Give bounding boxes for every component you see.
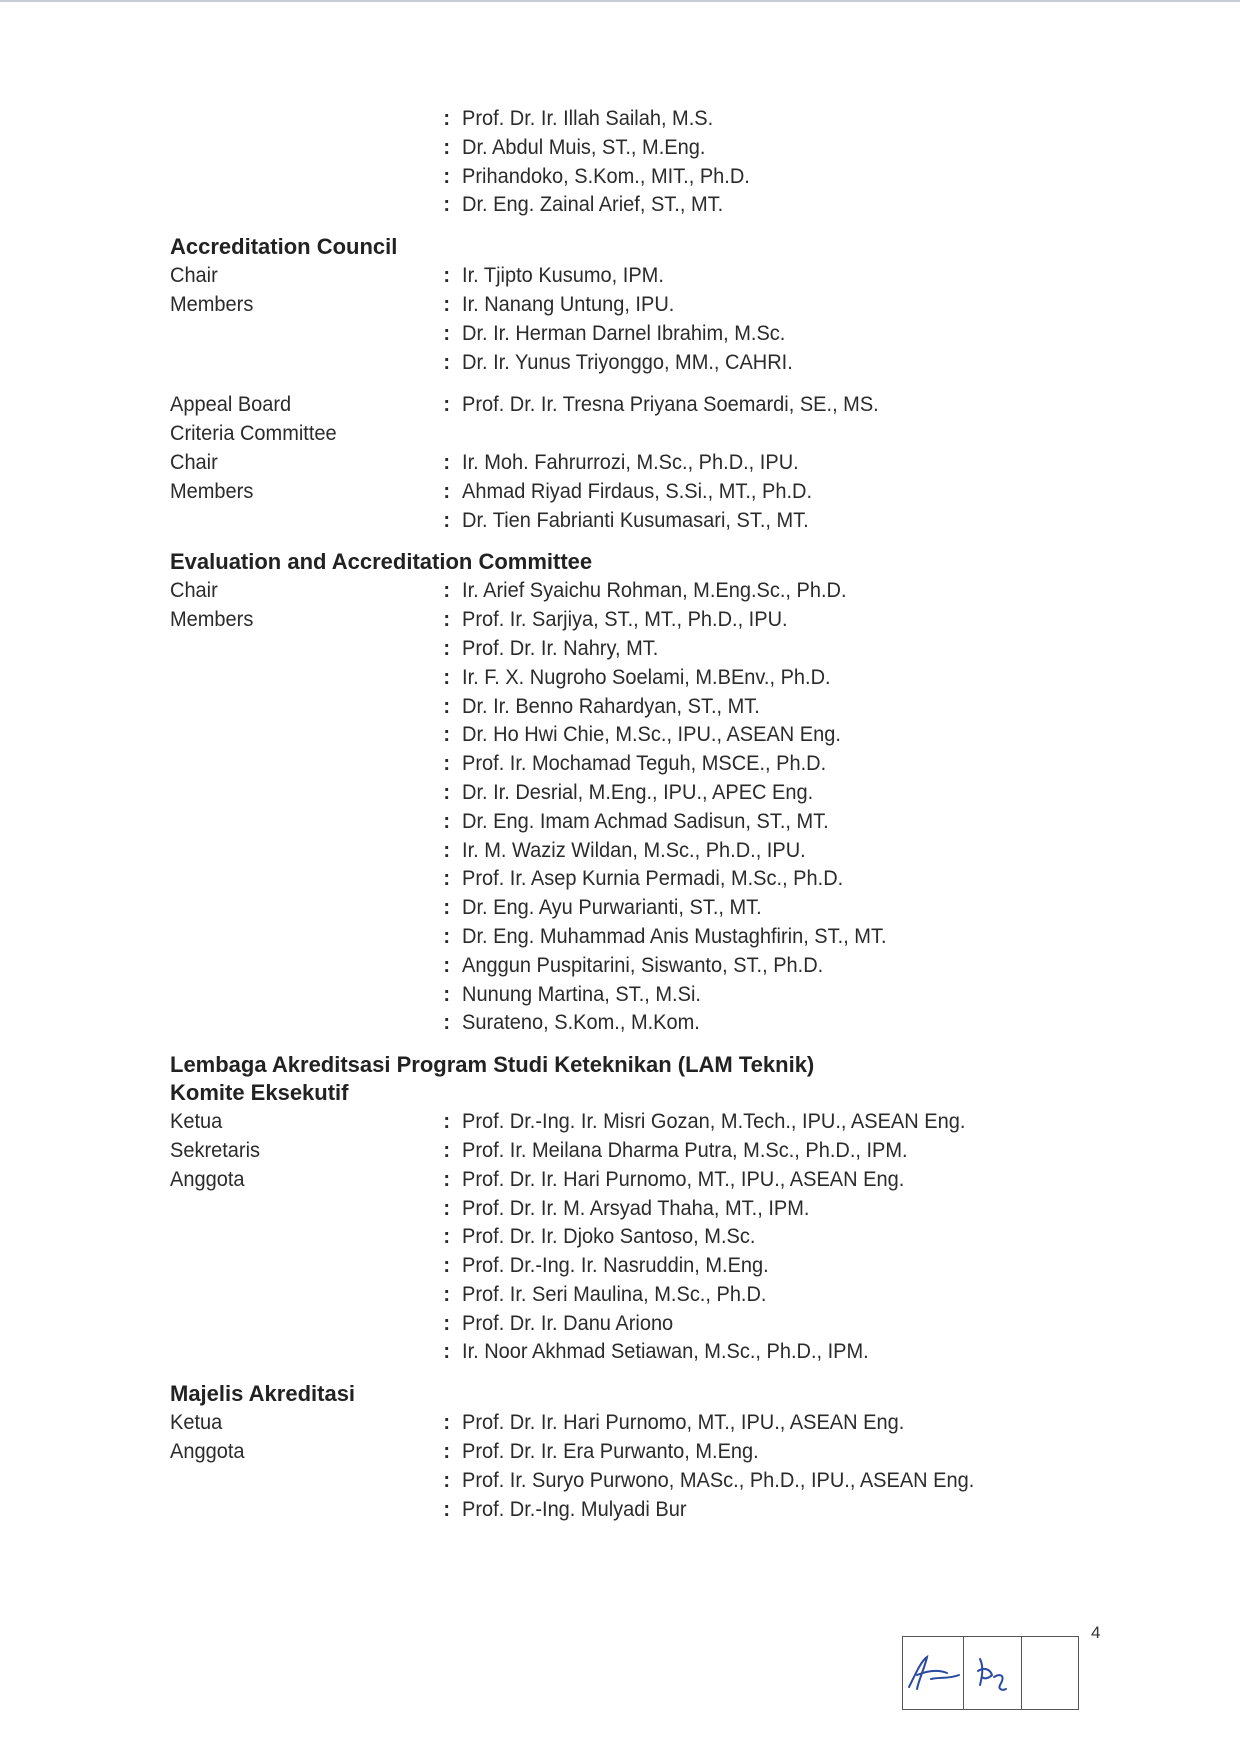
entry-person-name: Ir. Nanang Untung, IPU.: [462, 291, 675, 316]
entry-row: [170, 951, 1100, 980]
entry-colon: :: [443, 779, 451, 804]
entry-row: [170, 133, 1100, 162]
entry-role-label: [170, 663, 443, 692]
entry-person-name: Prof. Dr. Ir. Tresna Priyana Soemardi, SE., MS.: [462, 392, 879, 417]
entry-role-label: Sekretaris: [170, 1137, 261, 1162]
signature-scribble-icon: [903, 1649, 963, 1697]
entry-person-name: Dr. Eng. Zainal Arief, ST., MT.: [462, 192, 724, 217]
initial-signature-1: [903, 1637, 964, 1709]
entry-role-label: [170, 749, 443, 778]
entry-colon: :: [443, 1410, 451, 1435]
entry-colon: :: [443, 808, 451, 833]
entry-person-name: Dr. Ir. Yunus Triyonggo, MM., CAHRI.: [462, 349, 793, 374]
entry-role-label: [170, 506, 443, 535]
entry-person-name: Dr. Ho Hwi Chie, M.Sc., IPU., ASEAN Eng.: [462, 722, 841, 747]
entry-colon: :: [443, 1281, 451, 1306]
section-accreditation-council: [170, 233, 1170, 376]
entry-person-name: Ir. Moh. Fahrurrozi, M.Sc., Ph.D., IPU.: [462, 449, 799, 474]
entry-row: [170, 1408, 1100, 1437]
page-number: 4: [1091, 1623, 1101, 1642]
entry-row: [170, 1309, 1100, 1338]
entry-colon: :: [443, 693, 451, 718]
entry-row: [170, 1222, 1100, 1251]
entry-row: [170, 893, 1100, 922]
section-heading: Evaluation and Accreditation Committee: [170, 549, 593, 575]
entry-row: [170, 348, 1100, 377]
entry-colon: :: [443, 578, 451, 603]
initial-empty-cell: [1022, 1637, 1079, 1709]
entry-role-label: [170, 1309, 443, 1338]
entry-person-name: Dr. Ir. Desrial, M.Eng., IPU., APEC Eng.: [462, 779, 814, 804]
entry-colon: :: [443, 923, 451, 948]
entry-role-label: [170, 1251, 443, 1280]
entry-row: [170, 692, 1100, 721]
entry-colon: :: [443, 478, 451, 503]
entry-colon: :: [443, 635, 451, 660]
entry-role-label: [170, 190, 443, 219]
signature-scribble-icon: [970, 1649, 1014, 1697]
entry-role-label: Anggota: [170, 1439, 245, 1464]
entry-colon: :: [443, 866, 451, 891]
entry-colon: :: [443, 837, 451, 862]
entry-colon: :: [443, 263, 451, 288]
entry-person-name: Prof. Dr. Ir. Djoko Santoso, M.Sc.: [462, 1224, 756, 1249]
entry-row: [170, 1136, 1100, 1165]
entry-role-label: [170, 133, 443, 162]
entry-person-name: Prof. Ir. Suryo Purwono, MASc., Ph.D., IPU., ASEAN Eng.: [462, 1467, 975, 1492]
entry-row: [170, 1466, 1100, 1495]
entry-row: [170, 807, 1100, 836]
entry-colon: :: [443, 607, 451, 632]
section-appeal-criteria: [170, 390, 1170, 534]
document-body: [170, 104, 1170, 1537]
entry-person-name: Ir. F. X. Nugroho Soelami, M.BEnv., Ph.D.: [462, 664, 831, 689]
entry-row: [170, 419, 1100, 448]
entry-person-name: Dr. Ir. Benno Rahardyan, ST., MT.: [462, 693, 760, 718]
entry-row: [170, 104, 1100, 133]
entry-colon: :: [443, 1195, 451, 1220]
entry-person-name: Prof. Dr.-Ing. Mulyadi Bur: [462, 1496, 687, 1521]
entry-row: [170, 190, 1100, 219]
entry-colon: :: [443, 722, 451, 747]
entry-row: [170, 477, 1100, 506]
section-heading: Accreditation Council: [170, 234, 398, 260]
entry-colon: [443, 419, 462, 448]
entry-role-label: Chair: [170, 449, 218, 474]
section-majelis-akreditasi: [170, 1380, 1170, 1523]
entry-person-name: Prof. Ir. Meilana Dharma Putra, M.Sc., Ph.D., IPM.: [462, 1137, 908, 1162]
entry-colon: :: [443, 106, 451, 130]
entry-colon: :: [443, 134, 451, 159]
section-subheading: Komite Eksekutif: [170, 1080, 349, 1106]
entry-role-label: [170, 778, 443, 807]
entry-person-name: Prof. Dr. Ir. Danu Ariono: [462, 1310, 674, 1335]
entry-row: [170, 506, 1100, 535]
entry-colon: :: [443, 1109, 451, 1134]
entry-colon: :: [443, 1224, 451, 1249]
entry-row: [170, 980, 1100, 1009]
entry-person-name: Prof. Dr. Ir. Hari Purnomo, MT., IPU., ASEAN Eng.: [462, 1410, 905, 1435]
entry-person-name: Prof. Dr.-Ing. Ir. Misri Gozan, M.Tech., IPU., ASEAN Eng.: [462, 1109, 966, 1134]
entry-colon: :: [443, 1253, 451, 1278]
entry-role-label: [170, 922, 443, 951]
entry-row: [170, 576, 1100, 605]
entry-colon: :: [443, 163, 451, 188]
entry-role-label: Members: [170, 291, 254, 316]
section-heading: Majelis Akreditasi: [170, 1381, 356, 1407]
entry-role-label: [170, 692, 443, 721]
section-lam-teknik: [170, 1051, 1170, 1366]
entry-colon: :: [443, 1467, 451, 1492]
entry-role-label: [170, 1466, 443, 1495]
entry-colon: :: [443, 981, 451, 1006]
entry-person-name: Prof. Dr. Ir. Nahry, MT.: [462, 635, 659, 660]
entry-row: [170, 1251, 1100, 1280]
entry-row: [170, 836, 1100, 865]
entry-row: [170, 1107, 1100, 1136]
entry-colon: :: [443, 291, 451, 316]
section-evaluation-committee: [170, 548, 1170, 1037]
entry-role-label: Ketua: [170, 1410, 223, 1435]
entry-role-label: [170, 951, 443, 980]
entry-row: [170, 1337, 1100, 1366]
entry-person-name: Ahmad Riyad Firdaus, S.Si., MT., Ph.D.: [462, 478, 813, 503]
entry-row: [170, 1194, 1100, 1223]
entry-role-label: [170, 1337, 443, 1366]
entry-colon: :: [443, 507, 451, 532]
entry-person-name: Prof. Dr. Ir. Illah Sailah, M.S.: [462, 106, 714, 130]
entry-person-name: Ir. Tjipto Kusumo, IPM.: [462, 263, 664, 288]
entry-role-label: [170, 720, 443, 749]
entry-person-name: Ir. Arief Syaichu Rohman, M.Eng.Sc., Ph.D.: [462, 578, 847, 603]
entry-role-label: Chair: [170, 263, 218, 288]
entry-row: [170, 1008, 1100, 1037]
entry-person-name: Prof. Dr.-Ing. Ir. Nasruddin, M.Eng.: [462, 1253, 769, 1278]
entry-person-name: Dr. Eng. Muhammad Anis Mustaghfirin, ST., MT.: [462, 923, 887, 948]
entry-colon: :: [443, 1137, 451, 1162]
entry-role-label: [170, 1280, 443, 1309]
entry-person-name: Dr. Abdul Muis, ST., M.Eng.: [462, 134, 706, 159]
entry-person-name: Surateno, S.Kom., M.Kom.: [462, 1010, 700, 1035]
entry-colon: :: [443, 895, 451, 920]
entry-person-name: Anggun Puspitarini, Siswanto, ST., Ph.D.: [462, 952, 824, 977]
entry-role-label: [170, 1194, 443, 1223]
top-edge-rule: [0, 0, 1240, 2]
entry-role-label: Anggota: [170, 1166, 245, 1191]
entry-person-name: Prihandoko, S.Kom., MIT., Ph.D.: [462, 163, 750, 188]
entry-person-name: Dr. Eng. Imam Achmad Sadisun, ST., MT.: [462, 808, 829, 833]
entry-colon: :: [443, 664, 451, 689]
entry-role-label: [170, 1008, 443, 1037]
entry-role-label: Members: [170, 607, 254, 632]
entry-role-label: Criteria Committee: [170, 421, 337, 446]
entry-row: [170, 1280, 1100, 1309]
entry-colon: :: [443, 1166, 451, 1191]
entry-role-label: Ketua: [170, 1109, 223, 1134]
entry-role-label: Chair: [170, 578, 218, 603]
entry-colon: :: [443, 449, 451, 474]
entry-person-name: Prof. Ir. Asep Kurnia Permadi, M.Sc., Ph.D.: [462, 866, 844, 891]
entry-row: [170, 319, 1100, 348]
entry-row: [170, 663, 1100, 692]
entry-role-label: [170, 319, 443, 348]
entry-row: [170, 605, 1100, 634]
entry-row: [170, 634, 1100, 663]
entry-row: [170, 162, 1100, 191]
entry-row: [170, 1165, 1100, 1194]
entry-person-name: Dr. Ir. Herman Darnel Ibrahim, M.Sc.: [462, 320, 786, 345]
entry-person-name: Prof. Ir. Mochamad Teguh, MSCE., Ph.D.: [462, 751, 827, 776]
entry-role-label: [170, 348, 443, 377]
entry-role-label: [170, 634, 443, 663]
entry-colon: :: [443, 320, 451, 345]
entry-role-label: [170, 104, 443, 133]
entry-colon: :: [443, 952, 451, 977]
entry-person-name: Prof. Dr. Ir. M. Arsyad Thaha, MT., IPM.: [462, 1195, 810, 1220]
entry-colon: :: [443, 392, 451, 417]
entry-row: [170, 749, 1100, 778]
entry-role-label: [170, 836, 443, 865]
entry-role-label: [170, 864, 443, 893]
entry-row: [170, 290, 1100, 319]
entry-row: [170, 922, 1100, 951]
section-continuation: [170, 104, 1170, 219]
entry-role-label: [170, 162, 443, 191]
entry-role-label: [170, 1222, 443, 1251]
entry-colon: :: [443, 1339, 451, 1364]
entry-person-name: Nunung Martina, ST., M.Si.: [462, 981, 701, 1006]
entry-colon: :: [443, 1310, 451, 1335]
entry-role-label: [170, 807, 443, 836]
section-heading: Lembaga Akreditsasi Program Studi Keteknikan (LAM Teknik): [170, 1052, 815, 1078]
entry-row: [170, 261, 1100, 290]
initials-box: [902, 1636, 1079, 1710]
entry-colon: :: [443, 349, 451, 374]
entry-colon: :: [443, 1439, 451, 1464]
entry-colon: :: [443, 192, 451, 217]
entry-row: [170, 1495, 1100, 1524]
entry-row: [170, 390, 1100, 419]
entry-person-name: Dr. Tien Fabrianti Kusumasari, ST., MT.: [462, 507, 809, 532]
entry-person-name: Prof. Ir. Seri Maulina, M.Sc., Ph.D.: [462, 1281, 767, 1306]
entry-role-label: [170, 1495, 443, 1524]
entry-role-label: [170, 893, 443, 922]
entry-colon: :: [443, 1010, 451, 1035]
entry-role-label: [170, 980, 443, 1009]
entry-row: [170, 1437, 1100, 1466]
entry-person-name: Prof. Dr. Ir. Era Purwanto, M.Eng.: [462, 1439, 759, 1464]
entry-person-name: Dr. Eng. Ayu Purwarianti, ST., MT.: [462, 895, 762, 920]
entry-person-name: Prof. Ir. Sarjiya, ST., MT., Ph.D., IPU.: [462, 607, 788, 632]
entry-role-label: Appeal Board: [170, 392, 292, 417]
entry-row: [170, 720, 1100, 749]
entry-colon: :: [443, 1496, 451, 1521]
entry-person-name: Prof. Dr. Ir. Hari Purnomo, MT., IPU., ASEAN Eng.: [462, 1166, 905, 1191]
entry-row: [170, 448, 1100, 477]
entry-role-label: Members: [170, 478, 254, 503]
initial-signature-2: [964, 1637, 1022, 1709]
entry-colon: :: [443, 751, 451, 776]
entry-person-name: Ir. Noor Akhmad Setiawan, M.Sc., Ph.D., IPM.: [462, 1339, 869, 1364]
entry-row: [170, 778, 1100, 807]
entry-row: [170, 864, 1100, 893]
entry-person-name: Ir. M. Waziz Wildan, M.Sc., Ph.D., IPU.: [462, 837, 806, 862]
